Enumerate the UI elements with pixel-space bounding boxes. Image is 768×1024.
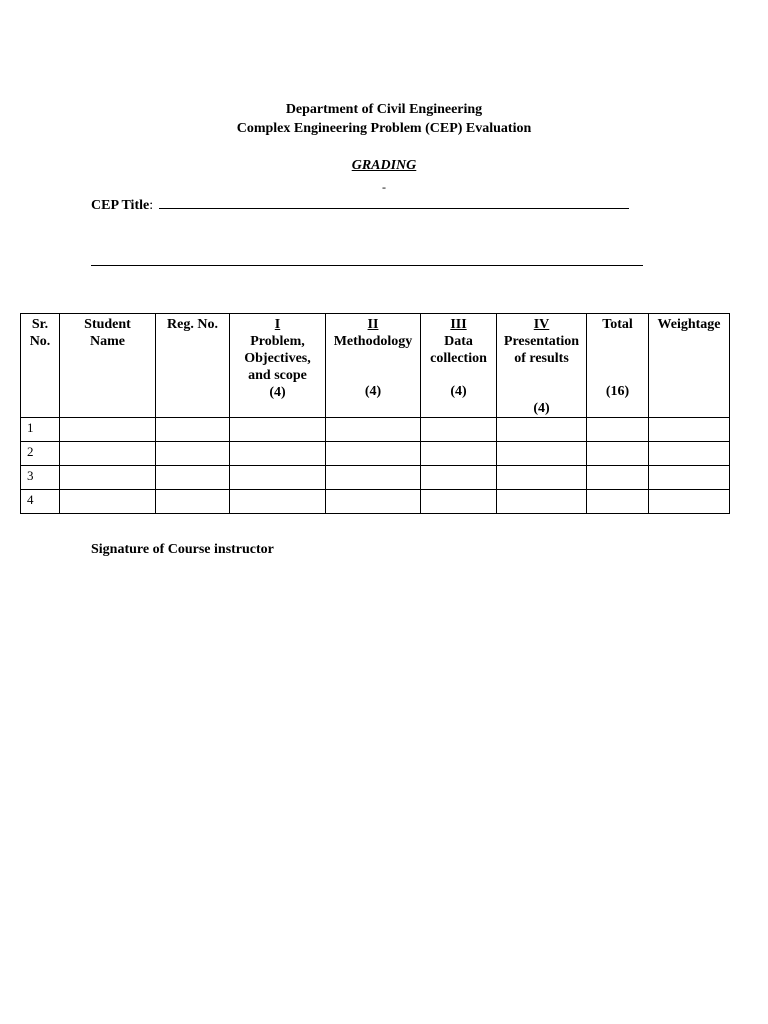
col-sr-no-line1: Sr.	[31, 317, 49, 332]
row-sr-no: 4	[21, 490, 60, 514]
col-criterion-4	[497, 314, 587, 418]
reg-no-cell[interactable]	[156, 490, 230, 514]
criterion-1-cell[interactable]	[230, 466, 326, 490]
cep-title-colon: :	[149, 198, 154, 213]
criterion-1-line1: Problem,	[250, 334, 305, 349]
col-criterion-1	[230, 314, 326, 418]
criterion-4-cell[interactable]	[497, 418, 587, 442]
weightage-cell[interactable]	[649, 418, 730, 442]
criterion-1-line3: and scope	[248, 368, 307, 383]
criterion-1-cell[interactable]	[230, 442, 326, 466]
criterion-4-cell[interactable]	[497, 466, 587, 490]
criterion-2-cell[interactable]	[326, 442, 421, 466]
criterion-3-cell[interactable]	[421, 466, 497, 490]
criterion-3-cell[interactable]	[421, 418, 497, 442]
col-total-label: Total	[602, 317, 633, 332]
col-reg-no	[156, 314, 230, 418]
grading-heading: GRADING	[351, 158, 417, 173]
criterion-2-cell[interactable]	[326, 418, 421, 442]
col-reg-label: Reg. No.	[167, 317, 218, 332]
col-sr-no	[21, 314, 60, 418]
student-name-cell[interactable]	[60, 418, 156, 442]
col-total	[587, 314, 649, 418]
criterion-3-cell[interactable]	[421, 442, 497, 466]
criterion-4-line1: Presentation	[503, 334, 580, 349]
reg-no-cell[interactable]	[156, 418, 230, 442]
cep-title-row	[91, 195, 629, 215]
criterion-4-cell[interactable]	[497, 442, 587, 466]
criterion-4-roman: IV	[533, 317, 550, 332]
col-student-line2: Name	[90, 334, 125, 349]
grading-table	[20, 313, 730, 514]
col-total-marks: (16)	[605, 384, 630, 399]
total-cell[interactable]	[587, 418, 649, 442]
row-sr-no: 3	[21, 466, 60, 490]
col-weightage	[649, 314, 730, 418]
criterion-2-roman: II	[367, 317, 379, 332]
col-sr-no-line2: No.	[29, 334, 51, 349]
evaluation-subtitle: Complex Engineering Problem (CEP) Evaluation	[236, 121, 532, 136]
table-row	[21, 466, 730, 490]
criterion-2-line1: Methodology	[333, 334, 413, 349]
table-row	[21, 442, 730, 466]
student-name-cell[interactable]	[60, 466, 156, 490]
total-cell[interactable]	[587, 466, 649, 490]
col-criterion-2	[326, 314, 421, 418]
table-row	[21, 490, 730, 514]
table-row	[21, 418, 730, 442]
dash-mark: -	[382, 180, 386, 194]
criterion-3-marks: (4)	[450, 384, 467, 399]
row-sr-no: 1	[21, 418, 60, 442]
col-criterion-3	[421, 314, 497, 418]
criterion-2-cell[interactable]	[326, 490, 421, 514]
cep-title-label: CEP Title	[91, 198, 150, 213]
criterion-2-cell[interactable]	[326, 466, 421, 490]
table-header-row	[21, 314, 730, 418]
criterion-4-line2: of results	[514, 351, 569, 366]
cep-title-blank-line[interactable]	[159, 195, 629, 209]
criterion-2-marks: (4)	[364, 384, 382, 399]
criterion-1-marks: (4)	[269, 385, 286, 400]
row-sr-no: 2	[21, 442, 60, 466]
department-heading: Department of Civil Engineering	[285, 102, 483, 117]
criterion-3-cell[interactable]	[421, 490, 497, 514]
col-student-line1: Student	[84, 317, 131, 332]
reg-no-cell[interactable]	[156, 466, 230, 490]
student-name-cell[interactable]	[60, 442, 156, 466]
cep-title-blank-line-2[interactable]	[91, 265, 643, 266]
criterion-1-cell[interactable]	[230, 490, 326, 514]
criterion-1-line2: Objectives,	[244, 351, 311, 366]
total-cell[interactable]	[587, 442, 649, 466]
weightage-cell[interactable]	[649, 490, 730, 514]
signature-label: Signature of Course instructor	[91, 542, 274, 557]
criterion-1-cell[interactable]	[230, 418, 326, 442]
criterion-1-roman: I	[274, 317, 281, 332]
criterion-4-cell[interactable]	[497, 490, 587, 514]
col-weightage-label: Weightage	[657, 317, 721, 332]
reg-no-cell[interactable]	[156, 442, 230, 466]
col-student-name	[60, 314, 156, 418]
criterion-3-line2: collection	[430, 351, 487, 366]
criterion-3-roman: III	[450, 317, 467, 332]
total-cell[interactable]	[587, 490, 649, 514]
student-name-cell[interactable]	[60, 490, 156, 514]
weightage-cell[interactable]	[649, 442, 730, 466]
criterion-3-line1: Data	[444, 334, 473, 349]
weightage-cell[interactable]	[649, 466, 730, 490]
criterion-4-marks: (4)	[533, 401, 550, 416]
